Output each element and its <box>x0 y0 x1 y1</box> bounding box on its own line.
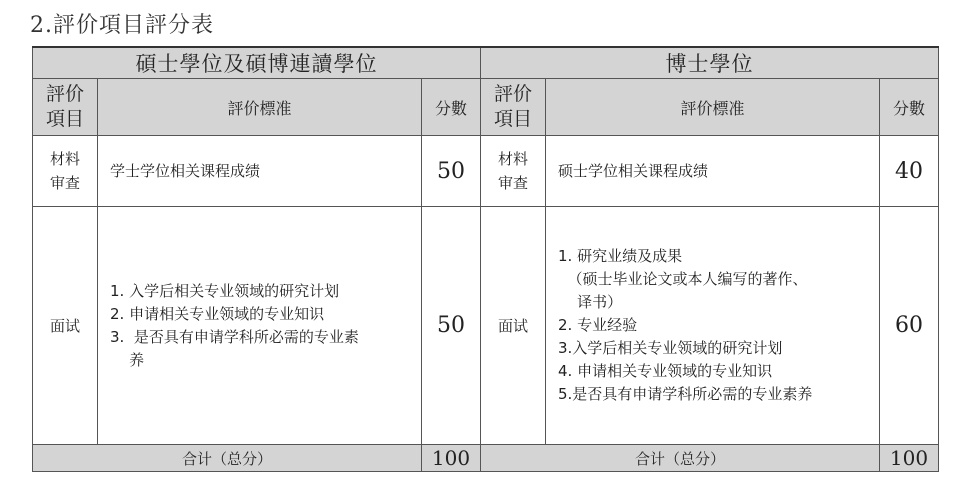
item-line1: 材料 <box>49 150 80 168</box>
item-header-line1: 評价 <box>493 83 532 105</box>
criteria-header-left: 評价標准 <box>98 79 422 136</box>
criteria-header-right: 評价標准 <box>546 79 880 136</box>
evaluation-table <box>32 46 939 472</box>
criteria-line: 硕士学位相关课程成绩 <box>558 161 709 180</box>
item-header-line1: 評价 <box>45 83 84 105</box>
criteria-line: 3.入学后相关专业领域的研究计划 <box>558 339 783 357</box>
section-header-masters: 碩士學位及碩博連讀學位 <box>33 47 481 79</box>
criteria-line: （硕士毕业论文或本人编写的著作、 <box>558 270 808 288</box>
criteria-line: 1. 研究业绩及成果 <box>558 247 683 265</box>
criteria-list-right <box>558 245 879 406</box>
criteria-cell-interview-right <box>546 207 880 445</box>
total-label-right: 合计（总分） <box>481 445 880 472</box>
item-cell-materials-right <box>481 136 546 207</box>
total-value-right: 100 <box>880 445 939 472</box>
criteria-line: 养 <box>110 350 145 369</box>
score-cell-materials-left: 50 <box>422 136 481 207</box>
table-row-materials <box>33 136 939 207</box>
item-line2: 审查 <box>497 174 528 192</box>
table-row-interview <box>33 207 939 445</box>
item-line2: 审查 <box>49 174 80 192</box>
score-header-left: 分數 <box>422 79 481 136</box>
criteria-line: 学士学位相关课程成绩 <box>110 161 261 180</box>
score-cell-interview-right: 60 <box>880 207 939 445</box>
criteria-line: 2. 申请相关专业领域的专业知识 <box>110 304 325 323</box>
score-header-right: 分數 <box>880 79 939 136</box>
criteria-cell-materials-right <box>546 136 880 207</box>
section-header-doctoral: 博士學位 <box>481 47 939 79</box>
item-cell-interview-right: 面试 <box>481 207 546 445</box>
item-header-left <box>33 79 98 136</box>
item-cell-interview-left: 面试 <box>33 207 98 445</box>
criteria-line: 2. 专业经验 <box>558 316 638 334</box>
total-value-left: 100 <box>422 445 481 472</box>
criteria-line: 5.是否具有申请学科所必需的专业素养 <box>558 385 813 403</box>
item-line1: 材料 <box>497 150 528 168</box>
page-title: 2.評价項目評分表 <box>30 13 214 38</box>
criteria-line: 4. 申请相关专业领域的专业知识 <box>558 362 773 380</box>
criteria-line: 1. 入学后相关专业领域的研究计划 <box>110 281 340 300</box>
criteria-cell-materials-left <box>98 136 422 207</box>
total-label-left: 合计（总分） <box>33 445 422 472</box>
criteria-line: 3. 是否具有申请学科所必需的专业素 <box>110 327 359 346</box>
item-header-line2: 項目 <box>45 108 84 130</box>
item-header-line2: 項目 <box>493 108 532 130</box>
criteria-line: 译书） <box>558 293 623 311</box>
criteria-cell-interview-left <box>98 207 422 445</box>
table-row-total <box>33 445 939 472</box>
score-cell-materials-right: 40 <box>880 136 939 207</box>
item-header-right <box>481 79 546 136</box>
score-cell-interview-left: 50 <box>422 207 481 445</box>
item-cell-materials-left <box>33 136 98 207</box>
criteria-list-left <box>110 280 421 372</box>
